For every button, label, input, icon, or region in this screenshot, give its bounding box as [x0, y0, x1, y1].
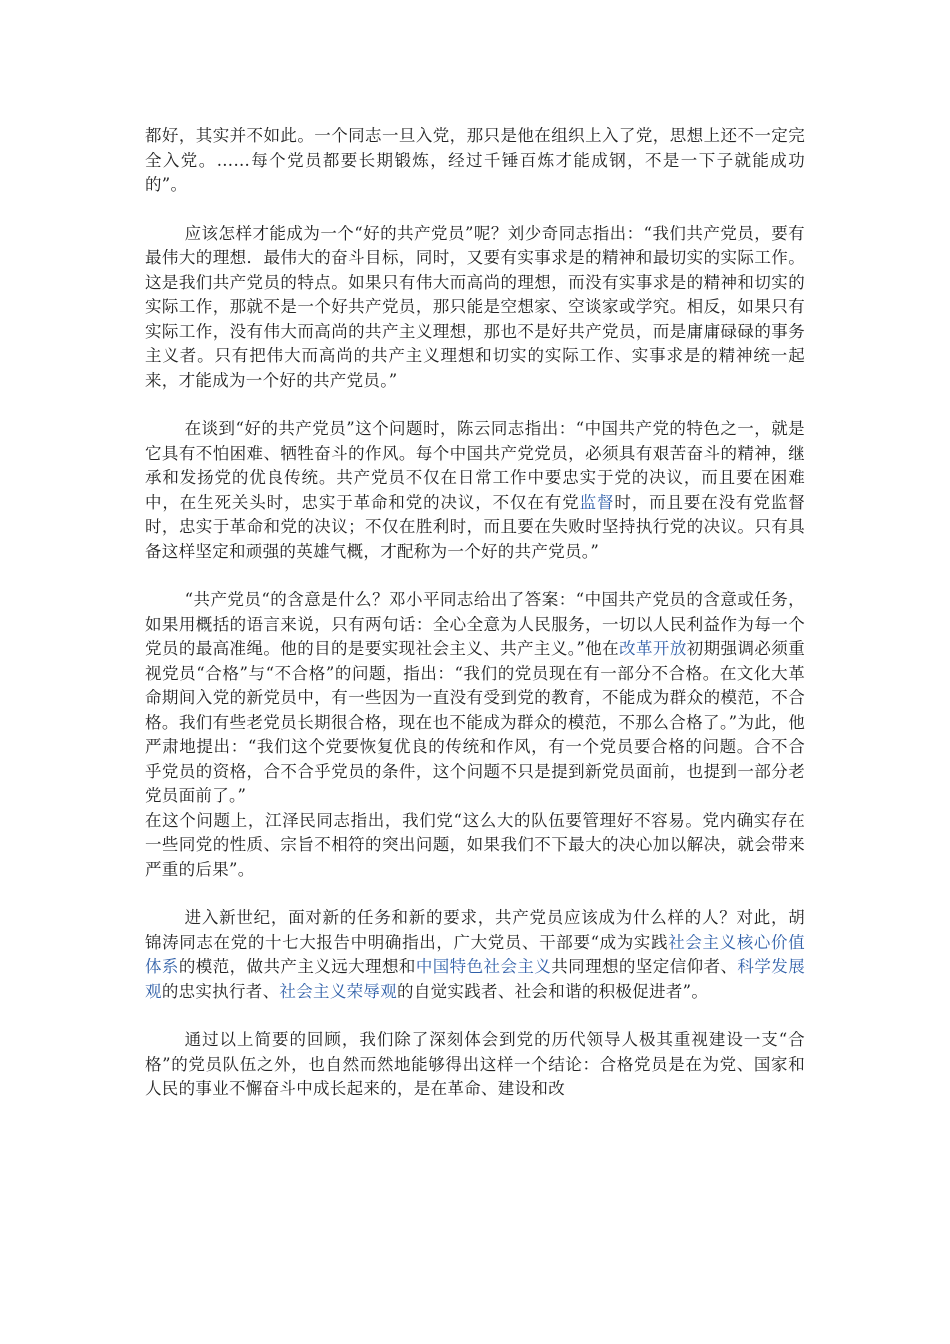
paragraph-2	[145, 222, 805, 394]
paragraph-3	[145, 417, 805, 564]
inline-link[interactable]: 监督	[579, 492, 615, 512]
text-segment: 进入新世纪，面对新的任务和新的要求，共产党员应该成为什么样的人？对此，胡锦涛同志在党的十七大报告中明确指出，广大党员、干部要“成为实践	[145, 908, 805, 952]
text-segment: 通过以上简要的回顾，我们除了深刻体会到党的历代领导人极其重视建设一支“合格”的党员队伍之外，也自然而然地能够得出这样一个结论：合格党员是在为党、国家和人民的事业不懈奋斗中成长起来的，是在革命、建设和改	[145, 1030, 805, 1098]
text-segment: 在谈到“好的共产党员”这个问题时，陈云同志指出：“中国共产党的特色之一，就是它具有不怕困难、牺牲奋斗的作风。每个中国共产党党员，必须具有艰苦奋斗的精神，继承和发扬党的优良传统。共产党员不仅在日常工作中要忠实于党的决议，而且要在困难中，在生死关头时，忠实于革命和党的决议，不仅在有党	[145, 419, 805, 512]
inline-link[interactable]: 改革开放	[619, 639, 687, 658]
inline-link[interactable]: 社会主义核心价值体系	[145, 932, 805, 976]
paragraph-1	[145, 124, 805, 198]
paragraph-4	[145, 588, 805, 809]
paragraph-5	[145, 809, 805, 883]
paragraph-6	[145, 906, 805, 1004]
text-segment: “共产党员“的含意是什么？邓小平同志给出了答案：“中国共产党员的含意或任务，如果用概括的语言来说，只有两句话：全心全意为人民服务，一切以人民利益作为每一个党员的最高准绳。他的目的是要实现社会主义、共产主义。”他在	[145, 590, 805, 658]
text-segment: 时，而且要在没有党监督时，忠实于革命和党的决议；不仅在胜利时，而且要在失败时坚持执行党的决议。只有具备这样坚定和顽强的英雄气概，才配称为一个好的共产党员。”	[145, 492, 806, 561]
text-segment: 都好，其实并不如此。一个同志一旦入党，那只是他在组织上入了党，思想上还不一定完全入党。……每个党员都要长期锻炼，经过千锤百炼才能成钢，不是一下子就能成功的”。	[145, 126, 805, 194]
text-segment: 初期强调必须重视党员“合格”与“不合格”的问题，指出：“我们的党员现在有一部分不合格。在文化大革命期间入党的新党员中，有一些因为一直没有受到党的教育，不能成为群众的模范，不合格。我们有些老党员长期很合格，现在也不能成为群众的模范，不那么合格了。”为此，他严肃地提出：“我们这个党要恢复优良的传统和作风，有一个党员要合格的问题。合不合乎党员的资格，合不合乎党员的条件，这个问题不只是提到新党员面前，也提到一部分老党员面前了。”	[145, 639, 805, 805]
text-segment: 的忠实执行者、	[161, 981, 280, 1001]
text-segment: 的自觉实践者、社会和谐的积极促进者”。	[397, 981, 709, 1001]
text-segment: 应该怎样才能成为一个“好的共产党员”呢？刘少奇同志指出：“我们共产党员，要有最伟大的理想．最伟大的奋斗目标，同时，又要有实事求是的精神和最切实的实际工作。这是我们共产党员的特点。如果只有伟大而高尚的理想，而没有实事求是的精神和切实的实际工作，那就不是一个好共产党员，那只能是空想家、空谈家或学究。相反，如果只有实际工作，没有伟大而高尚的共产主义理想，那也不是好共产党员，而是庸庸碌碌的事务主义者。只有把伟大而高尚的共产主义理想和切实的实际工作、实事求是的精神统一起来，才能成为一个好的共产党员。”	[145, 223, 805, 390]
document-body	[145, 124, 805, 1102]
text-segment: 在这个问题上，江泽民同志指出，我们党“这么大的队伍要管理好不容易。党内确实存在一些同党的性质、宗旨不相符的突出问题，如果我们不下最大的决心加以解决，就会带来严重的后果”。	[145, 810, 805, 879]
text-segment: 共同理想的坚定信仰者、	[551, 957, 738, 976]
inline-link[interactable]: 社会主义荣辱观	[279, 981, 398, 1001]
inline-link[interactable]: 中国特色社会主义	[415, 957, 552, 976]
text-segment: 的模范，做共产主义远大理想和	[178, 957, 416, 976]
paragraph-7	[145, 1028, 805, 1102]
inline-link[interactable]: 科学发展观	[145, 957, 805, 1001]
